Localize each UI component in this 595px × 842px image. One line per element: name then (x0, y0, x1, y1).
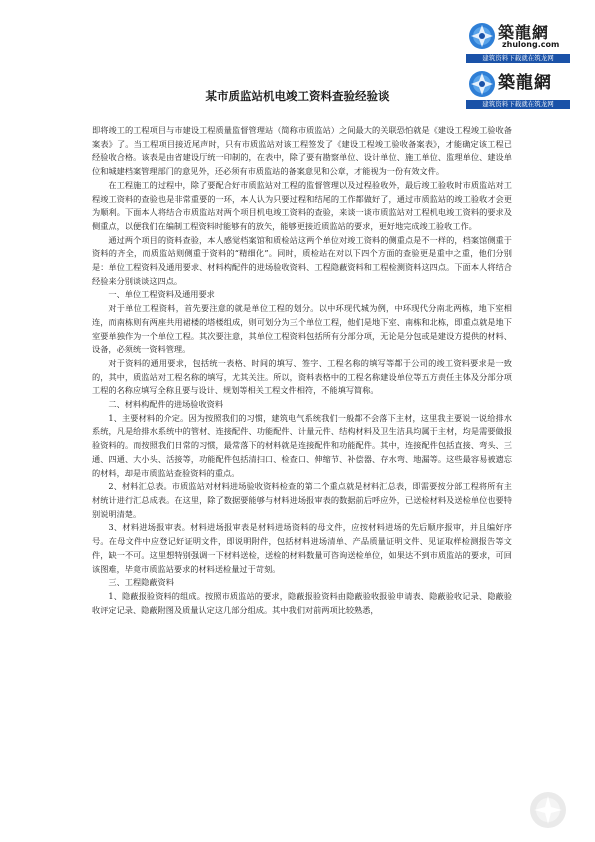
zhulong-logo-primary[interactable] (466, 18, 570, 62)
paragraph-intro: 即将竣工的工程项目与市建设工程质量监督管理站（简称市质监站）之间最大的关联恐怕就是《建设工程竣工验收备案表》了。当工程项目接近尾声时，只有市质监站对该工程签发了《建设工程竣工验收备案表》，才能确定该工程已经验收合格。该表是由省建设厅统一印制的，在表中，除了要有勘察单位、设计单位、施工单位、监理单位、建设单位和城建档案管理部门的意见外，还必须有市质监站的备案意见和公章，才能视为一份有效文件。 (92, 125, 512, 177)
paragraph: 1、主要材料的介定。因为按照我们的习惯，建筑电气系统我们一般都不会落下主材，这里我主要说一说给排水系统，凡是给排水系统中的管材、连接配件、功能配件、计量元件、结构材料及卫生洁具均属于主材，均是需要做报验资料的。而按照我们日常的习惯，最常落下的材料就是连接配件和功能配件。其中，连接配件包括直接、弯头、三通、四通、大小头、活接等，功能配件包括清扫口、检查口、伸缩节、补偿器、存水弯、地漏等。这些最容易被遗忘的材料，却是市质监站查验资料的重点。 (92, 412, 512, 478)
paragraph: 2、材料汇总表。市质监站对材料进场验收资料检查的第二个重点就是材料汇总表，即需要按分部工程将所有主材统计进行汇总成表。在这里，除了数据要能够与材料进场报审表的数据前后呼应外，已送检材料及送检单位也要特别说明清楚。 (92, 481, 512, 519)
section-heading-3: 三、工程隐蔽资料 (108, 577, 174, 588)
section-heading-1: 一、单位工程资料及通用要求 (108, 289, 215, 300)
watermark-icon (520, 790, 576, 830)
paragraph: 3、材料进场报审表。材料进场报审表是材料进场资料的母文件，应按材料进场的先后顺序报审，并且编好序号。在母文件中应登记好证明文件，即说明附件，包括材料进场清单、产品质量证明文件、见证取样检测报告等文件，缺一不可。这里想特别强调一下材料送检，送检的材料数量可咨询送检单位，如果达不到市质监站的要求，可回该图难，毕竟市质监站要求的材料送检量过于苛刻。 (92, 522, 512, 574)
document-title: 某市质监站机电竣工资料查验经验谈 (205, 89, 390, 103)
paragraph: 对于资料的通用要求，包括统一表格、时间的填写、签字、工程名称的填写等都于公司的竣工资料要求是一致的，其中，质监站对工程名称的填写，尤其关注。所以，资料表格中的工程名称建设单位等五方责任主体及分部分项工程的名称应填写全称且要与设计、规划等相关工程文件相符，不能填写简称。 (92, 357, 512, 396)
paragraph: 1、隐蔽报验资料的组成。按照市质监站的要求，隐蔽报验资料由隐蔽验收报验申请表、隐蔽验收记录、隐蔽验收评定记录、隐蔽附图及质量认定这几部分组成。其中我们对前两项比较熟悉， (92, 590, 512, 615)
logo-slogan: 建筑资料下载就在筑龙网 (466, 100, 570, 109)
paragraph: 通过两个项目的资料查验，本人感觉档案馆和质检站这两个单位对竣工资料的侧重点是不一样的，档案馆侧重于资料的齐全，而质监站则侧重于资料的“精细化”。同时，质检站在对以下四个方面的查验更是重中之重，他们分别是：单位工程资料及通用要求、材料构配件的进场验收资料、工程隐蔽资料和工程检测资料这四点。下面本人将结合经验来分别谈谈这四点。 (92, 234, 512, 286)
logo-slogan: 建筑资料下载就在筑龙网 (466, 54, 570, 63)
logo-brand-name: 築龍網 (498, 73, 552, 93)
paragraph: 在工程施工的过程中，除了要配合好市质监站对工程的监督管理以及过程验收外，最后竣工验收时市质监站对工程竣工资料的查验也是非常重要的一环，本人认为只要过程和结尾的工作都做好了，通过市质监站的竣工验收才会更为顺利。下面本人将结合市质监站对两个项目机电竣工资料的查验，来谈一谈市质监站对工程机电竣工资料的要求及侧重点，以便我们在编制工程资料时能够有的放矢，能够更接近质监站的要求，更好地完成竣工验收工作。 (92, 179, 512, 231)
zhulong-logo-mark-icon (468, 22, 496, 50)
logo-brand-name: 築龍網 (498, 23, 550, 42)
section-heading-2: 二、材料构配件的进场验收资料 (108, 399, 224, 410)
document-body (92, 124, 512, 617)
logo-domain: zhulong.com (502, 40, 560, 49)
paragraph: 对于单位工程资料，首先要注意的就是单位工程的划分。以中环现代城为例，中环现代分南北两栋，地下室相连，而南栋则有两座共用裙楼的塔楼组成，则可划分为三个单位工程，他们是地下室、南栋和北栋，即重点就是地下室要单独作为一个单位工程。其次要注意，其单位工程资料包括所有分部分项，无论是分包或是建设方提供的材料、设备，必须统一资料管理。 (92, 303, 512, 355)
